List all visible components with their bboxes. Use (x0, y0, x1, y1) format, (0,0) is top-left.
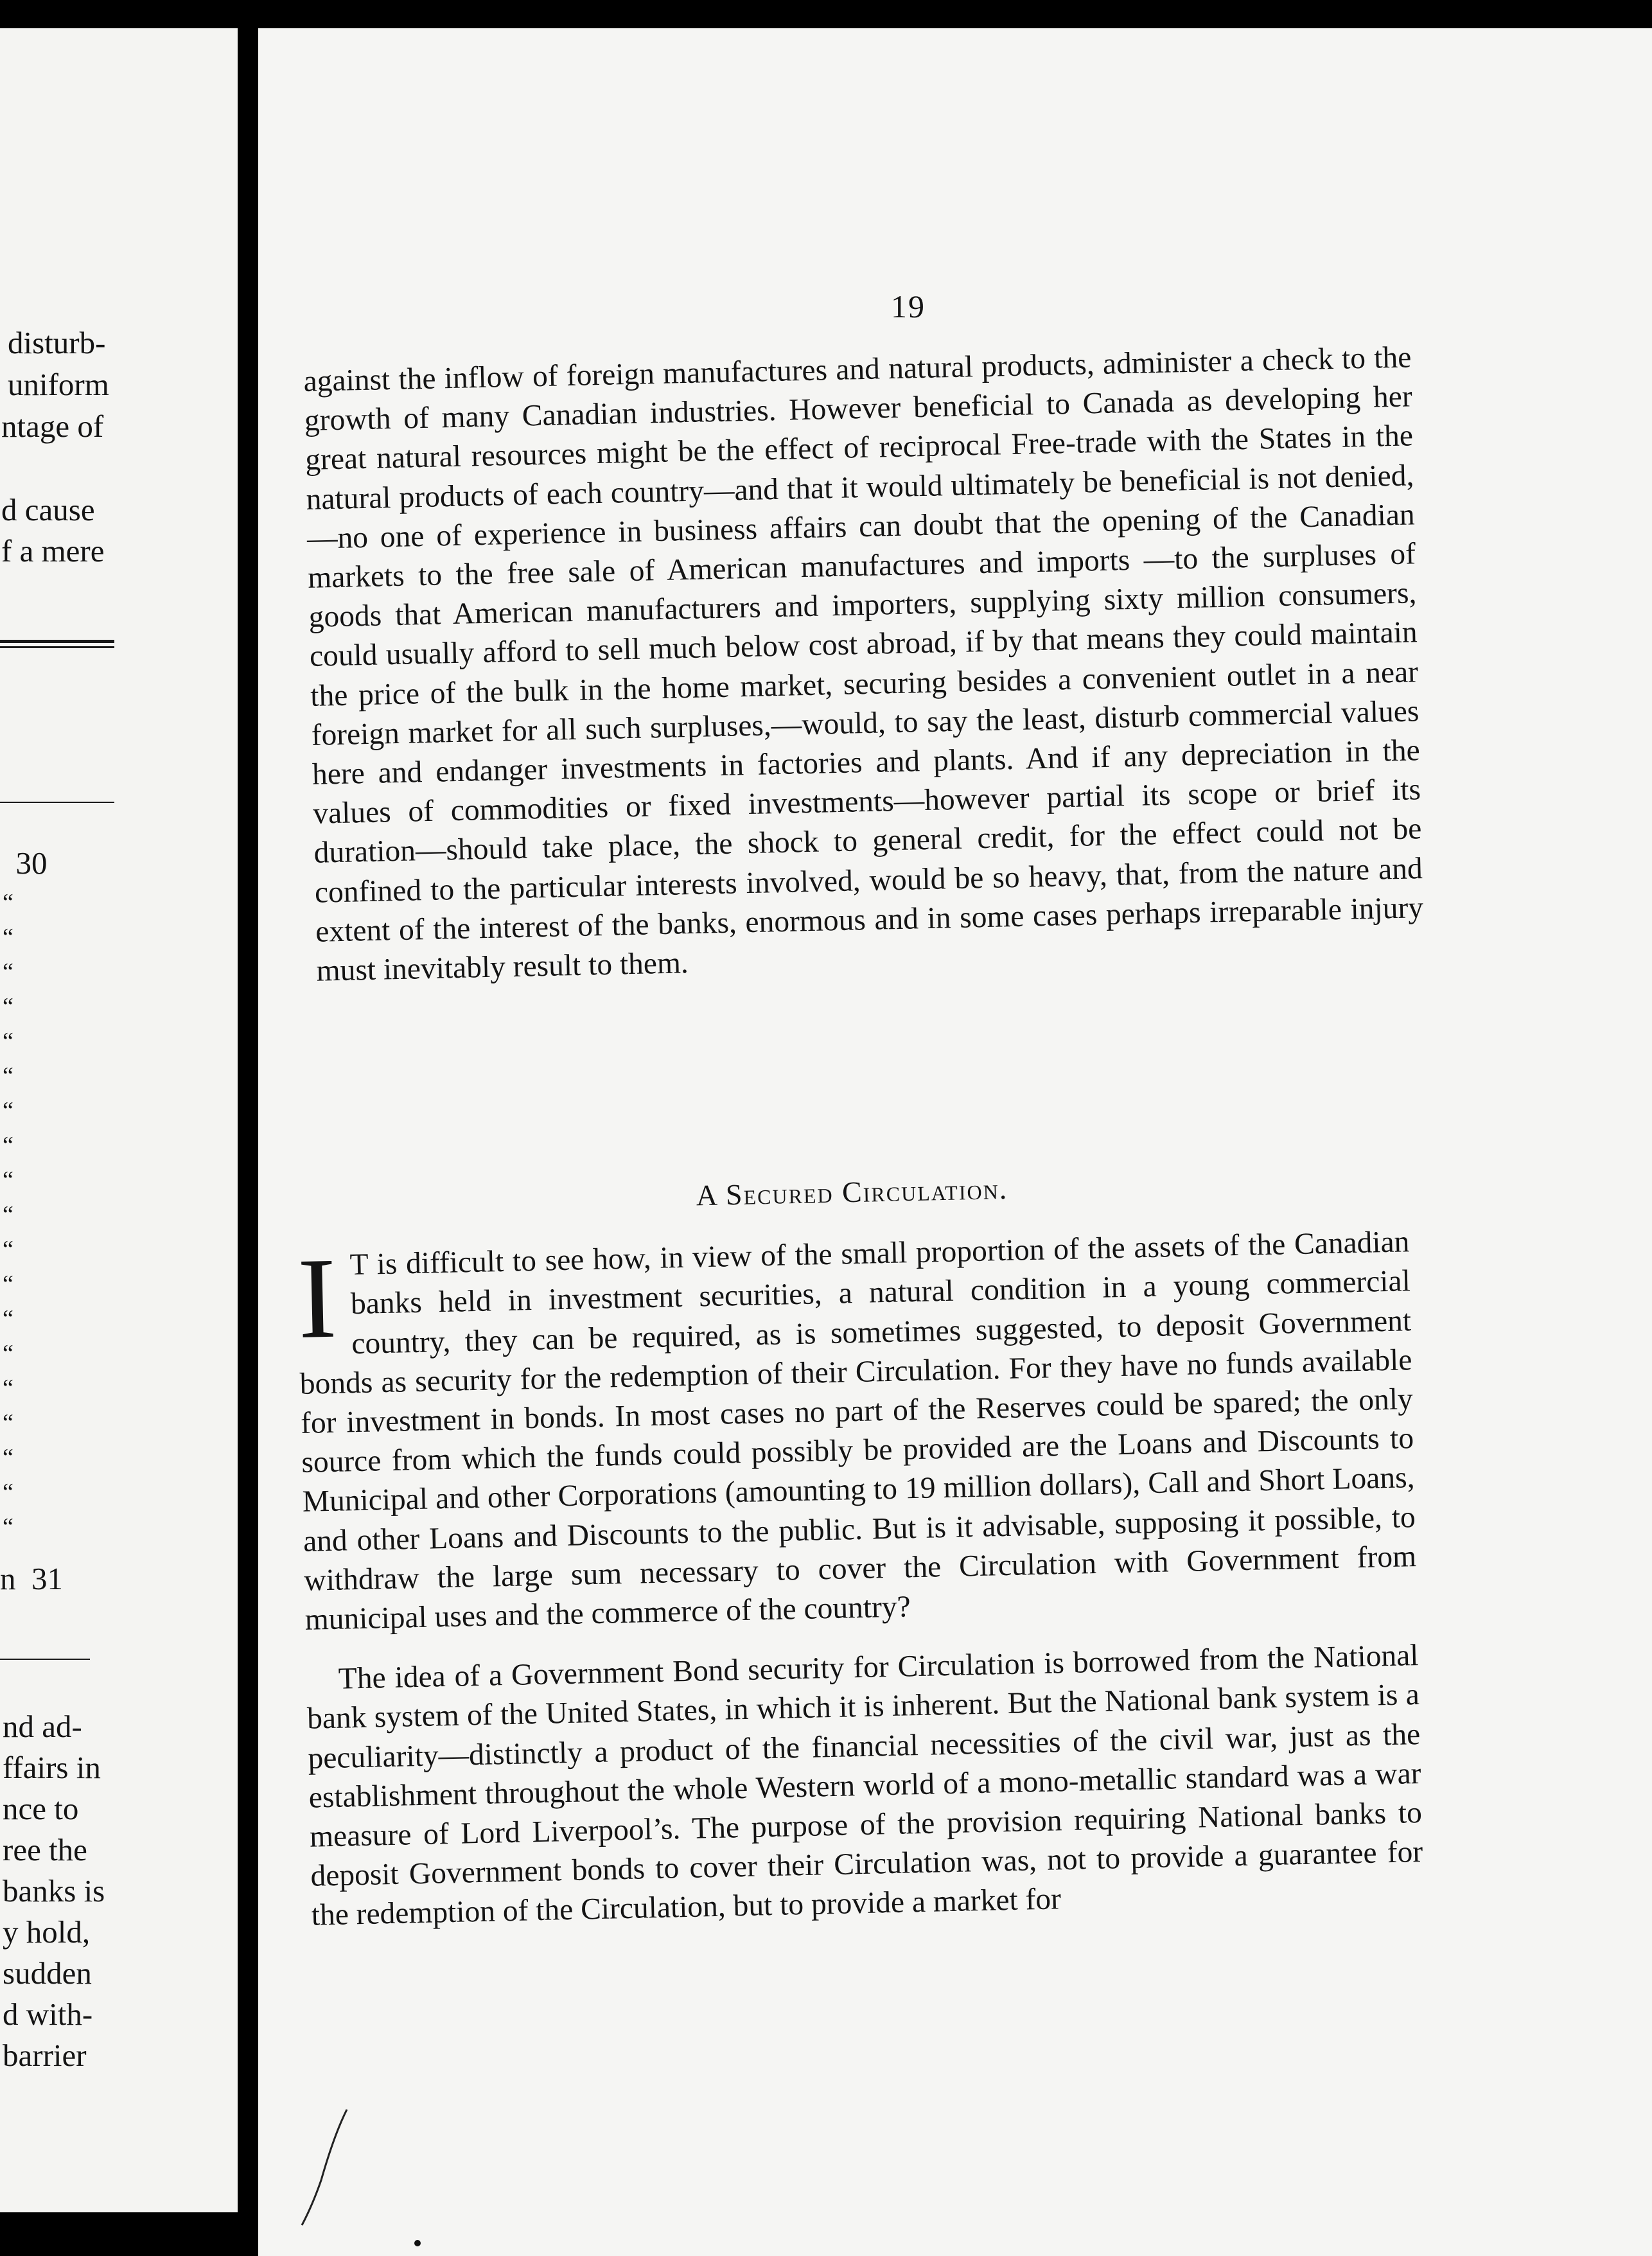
facing-ditto-mark: “ (3, 889, 13, 916)
facing-text-line: ntage of (1, 409, 104, 444)
facing-ditto-mark: “ (3, 1097, 13, 1124)
drop-cap: I (296, 1233, 338, 1363)
facing-ditto-mark: “ (3, 1479, 13, 1506)
scratch-mark (302, 2110, 347, 2225)
speck (414, 2240, 421, 2246)
facing-ditto-mark: “ (3, 1028, 13, 1055)
facing-text-line: ree the (3, 1832, 87, 1867)
facing-double-rule (0, 640, 114, 643)
page (258, 28, 1652, 2256)
facing-text-line: f a mere (1, 533, 105, 568)
facing-text-line: sudden (3, 1955, 92, 1991)
scan-specks (258, 28, 1652, 2256)
facing-ditto-mark: “ (3, 1444, 13, 1471)
facing-ditto-mark: “ (3, 958, 13, 985)
facing-ditto-mark: “ (3, 1201, 13, 1228)
facing-ditto-mark: “ (3, 1132, 13, 1159)
facing-ditto-mark: “ (3, 1271, 13, 1298)
facing-ditto-mark: “ (3, 1167, 13, 1194)
facing-text-line: nce to (3, 1791, 79, 1826)
facing-text-line: y hold, (3, 1914, 91, 1950)
facing-rule (0, 802, 114, 803)
facing-text-line: barrier (3, 2038, 87, 2073)
paragraph: against the inflow of foreign manufactures and natural products, administer a check to the growth of many Canadian industries. However beneficial to Canada as developing her great natural resources might be the effect of reciprocal Free-trade with the States in the natural products of each country—and that it would ultimately be beneficial is not denied,—no one of experience in business affairs can doubt that the opening of the Canadian markets to the free sale of American manufactures and imports —to the surpluses of goods that American manufacturers and importers, supplying sixty million consumers, could usually afford to sell much below cost abroad, if by that means they could maintain the price of the bulk in the home market, securing besides a convenient outlet in a near foreign market for all such surpluses,—would, to say the least, disturb commercial values here and endanger investments in factories and plants. And if any depreciation in the values of commodities or fixed investments—however partial its scope or brief its duration—should take place, the shock to general credit, for the effect could not be confined to the particular interests involved, would be so heavy, that, from the nature and extent of the interest of the banks, enormous and in some cases perhaps irreparable injury must inevitably result to them. (303, 340, 1424, 988)
facing-double-rule (0, 646, 114, 648)
facing-text-line: d cause (1, 492, 95, 527)
facing-text-line: d with- (3, 1996, 93, 2032)
facing-rule (0, 1659, 90, 1660)
facing-text-line: ffairs in (3, 1750, 101, 1785)
paragraph: The idea of a Government Bond security for Circulation is borrowed from the National bank system of the United States, in which it is inherent. But the National bank system is a peculiarity—distinctly a product of the financial necessities of the civil war, just as the establishment throughout the whole Western world of a mono-metallic standard was a war measure of Lord Liverpool’s. The purpose of the provision requiring National banks to deposit Government bonds to cover their Circulation was, not to provide a guarantee for the redemption of the Circulation, but to provide a market for (306, 1639, 1423, 1933)
book-gutter (238, 28, 258, 2256)
facing-page (0, 28, 238, 2212)
facing-ditto-mark: “ (3, 1305, 13, 1332)
facing-ditto-mark: “ (3, 1062, 13, 1089)
facing-text-line: uniform (8, 367, 109, 402)
page-number: 19 (891, 288, 926, 324)
facing-ditto-mark: “ (3, 1340, 13, 1367)
facing-ditto-mark: “ (3, 1236, 13, 1263)
facing-ditto-mark: “ (3, 924, 13, 951)
facing-text-line: nd ad- (3, 1709, 82, 1744)
paragraph-text: T is difficult to see how, in view of the small proportion of the assets of the Canadian banks held in investment securities, a natural condition in a young commercial country, they can be required, as is sometimes suggested, to deposit Government bonds as security for the redemption of their Circulation. For they have no funds available for investment in bonds. In most cases no part of the Reserves could be spared; the only source from which the funds could possibly be provided are the Loans and Discounts to Municipal and other Corporations (amounting to 19 million dollars), Call and Short Loans, and other Loans and Discounts to the public. But is it advisable, supposing it possible, to withdraw the large sum necessary to cover the Circulation with Government from municipal uses and the commerce of the country? (299, 1225, 1417, 1637)
facing-table-marker: 30 (0, 845, 48, 881)
section-heading: A Secured Circulation. (696, 1172, 1008, 1212)
facing-ditto-mark: “ (3, 993, 13, 1020)
facing-ditto-mark: “ (3, 1409, 13, 1436)
facing-ditto-mark: “ (3, 1513, 13, 1540)
scan-top-border (0, 0, 1652, 28)
facing-text-line: banks is (3, 1873, 105, 1908)
facing-text-line: disturb- (8, 325, 106, 360)
facing-table-marker: n 31 (0, 1561, 63, 1596)
facing-ditto-mark: “ (3, 1375, 13, 1402)
